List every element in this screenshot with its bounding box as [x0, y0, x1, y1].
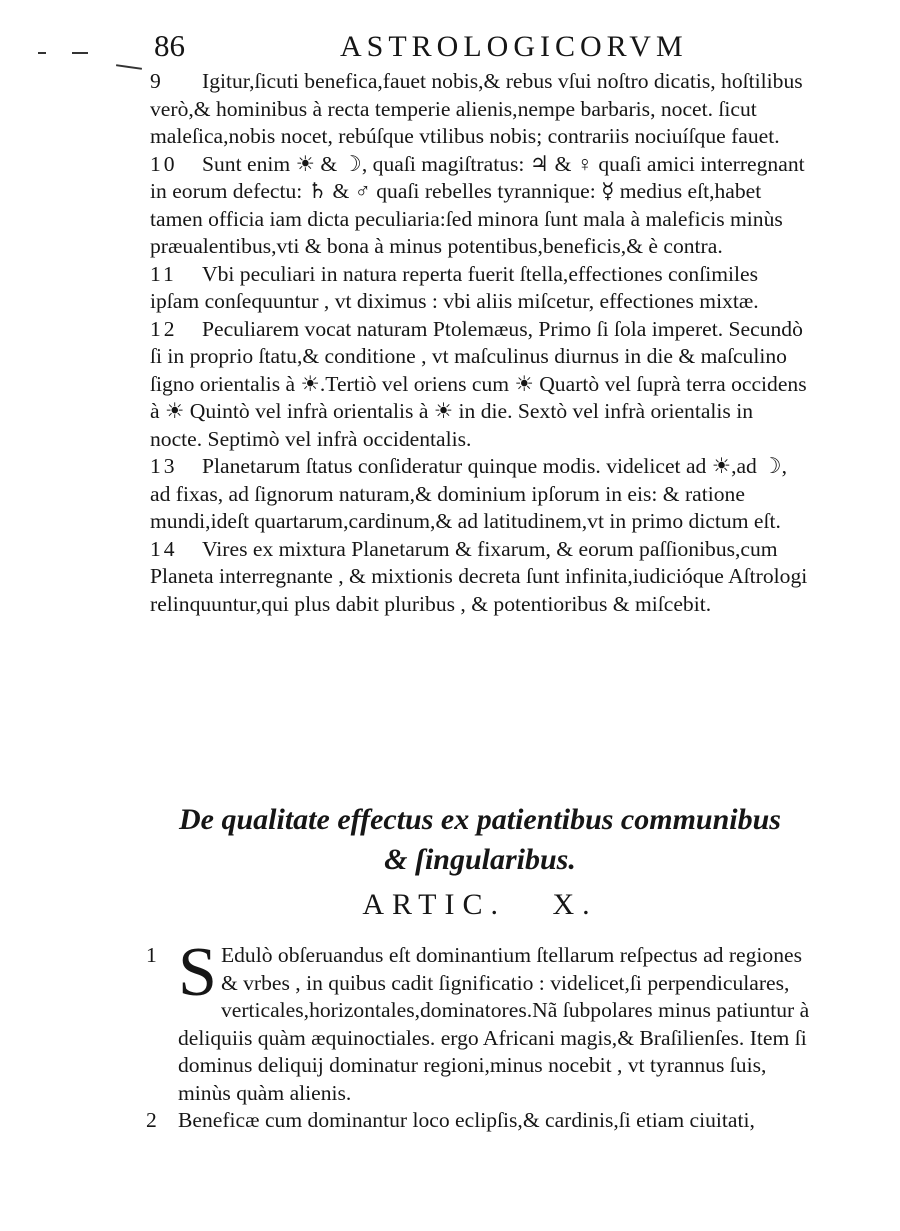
margin-mark: [116, 64, 142, 70]
section-heading-line-2: & ſingularibus.: [384, 843, 576, 876]
drop-cap: S: [178, 934, 217, 1011]
paragraph-12: [150, 316, 810, 454]
margin-mark: [38, 52, 46, 54]
paragraph-number: 12: [150, 316, 178, 341]
paragraph-text: Igitur,ſicuti benefica,fauet nobis,& rebus vſui noſtro dicatis, hoſtilibus verò,& hominibus à recta temperie alienis,nempe barbaris, nocet. ſicut maleſica,nobis nocet, rebúſque vtilibus nobis; contrariis nociuíſque fauet.: [150, 69, 803, 148]
text-block-top: [150, 68, 810, 618]
paragraph-number: 11: [150, 261, 177, 286]
paragraph-number: 14: [150, 536, 178, 561]
paragraph-number: 13: [150, 454, 178, 478]
paragraph-1: [146, 934, 810, 1107]
paragraph-text: Peculiarem vocat naturam Ptolemæus, Primo ſi ſola imperet. Secundò ſi in proprio ſtatu,& conditione , vt maſculinus diurnus in die & maſculino ſigno orientalis à ☀.Tertiò vel oriens cum ☀ Quartò vel ſuprà terra occidens à ☀ Quintò vel infrà orientalis à ☀ in die. Sextò vel infrà orientalis in nocte. Septimò vel infrà occidentalis.: [150, 316, 807, 451]
paragraph-text: Planetarum ſtatus conſideratur quinque modis. videlicet ad ☀,ad ☽, ad fixas, ad ſignorum naturam,& dominium ipſorum in eis: & ratione mundi,ideſt quartarum,cardinum,& ad latitudinem,vt in primo dictum eſt.: [150, 454, 788, 533]
paragraph-number: 1: [146, 943, 157, 967]
paragraph-10: [150, 151, 810, 261]
paragraph-11: [150, 261, 810, 316]
paragraph-number: 9: [150, 69, 164, 93]
paragraph-text: Beneficæ cum dominantur loco eclipſis,& cardinis,ſi etiam ciuitati,: [178, 1108, 755, 1132]
text-block-bottom: [146, 934, 810, 1135]
section-heading: [150, 800, 810, 880]
paragraph-2: [146, 1107, 810, 1135]
running-head: [150, 28, 810, 68]
paragraph-13: [150, 453, 810, 536]
margin-mark: [72, 52, 88, 54]
running-title: ASTROLOGICORVM: [340, 30, 688, 63]
page-number: 86: [154, 28, 185, 63]
paragraph-9: [150, 68, 810, 151]
paragraph-text: Sunt enim ☀ & ☽, quaſi magiſtratus: ♃ & ♀ quaſi amici interregnant in eorum defectu: ♄ & ♂ quaſi rebelles tyrannique: ☿ medius eſt,habet tamen officia iam dicta peculiaria:ſed minora ſunt mala à maleficis minùs præualentibus,vti & bona à minus potentibus,beneficis,& è contra.: [150, 151, 805, 258]
article-label: ARTIC. X.: [362, 888, 598, 921]
paragraph-text: Edulò obſeruandus eſt dominantium ſtellarum reſpectus ad regiones & vrbes , in quibus cadit ſignificatio : videlicet,ſi perpendiculares, verticales,horizontales,dominatores.Nã ſubpolares minus patiuntur à deliquiis quàm æquinoctiales. ergo Africani magis,& Braſilienſes. Item ſi dominus deliquij dominatur regioni,minus nocebit , vt tyrannus ſuis, minùs quàm alienis.: [178, 943, 810, 1105]
paragraph-text: Vires ex mixtura Planetarum & fixarum, & eorum paſſionibus,cum Planeta interregnante , & mixtionis decreta ſunt infinita,iudicióque Aſtrologi relinquuntur,qui plus dabit pluribus , & potentioribus & miſcebit.: [150, 536, 808, 616]
paragraph-number: 10: [150, 151, 178, 176]
section-heading-line-1: De qualitate effectus ex patientibus communibus: [179, 803, 781, 836]
paragraph-14: [150, 536, 810, 619]
paragraph-number: 2: [146, 1108, 157, 1132]
paragraph-text: Vbi peculiari in natura reperta fuerit ſtella,effectiones conſimiles ipſam conſequuntur , vt diximus : vbi aliis miſcetur, effectiones mixtæ.: [150, 261, 759, 313]
